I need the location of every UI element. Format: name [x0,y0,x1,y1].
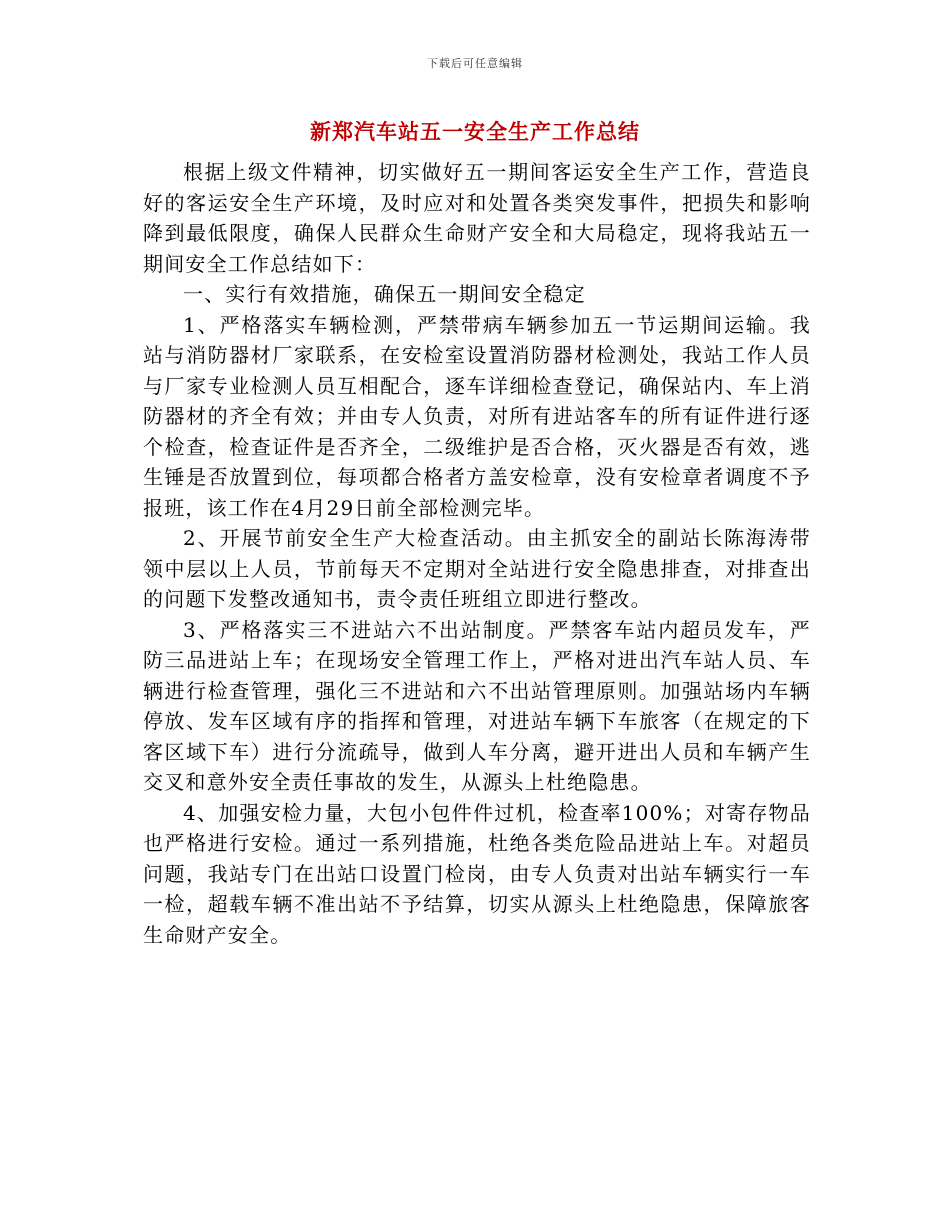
paragraph-item-1: 1、严格落实车辆检测，严禁带病车辆参加五一节运期间运输。我站与消防器材厂家联系，在安检室设置消防器材检测处，我站工作人员与厂家专业检测人员互相配合，逐车详细检查登记，确保站内、车上消防器材的齐全有效；并由专人负责，对所有进站客车的所有证件进行逐个检查，检查证件是否齐全，二级维护是否合格，灭火器是否有效，逃生锤是否放置到位，每项都合格者方盖安检章，没有安检章者调度不予报班，该工作在4月29日前全部检测完毕。 [143,312,811,520]
header-note: 下载后可任意编辑 [427,57,523,70]
paragraph-item-2: 2、开展节前安全生产大检查活动。由主抓安全的副站长陈海涛带领中层以上人员，节前每天不定期对全站进行安全隐患排查，对排查出的问题下发整改通知书，责令责任班组立即进行整改。 [143,526,811,611]
section-heading-1: 一、实行有效措施，确保五一期间安全稳定 [183,282,586,306]
paragraph-intro: 根据上级文件精神，切实做好五一期间客运安全生产工作，营造良好的客运安全生产环境，及时应对和处置各类突发事件，把损失和影响降到最低限度，确保人民群众生命财产安全和大局稳定，现将我站五一期间安全工作总结如下： [143,160,811,276]
document-title: 新郑汽车站五一安全生产工作总结 [310,119,640,144]
paragraph-item-3: 3、严格落实三不进站六不出站制度。严禁客车站内超员发车，严防三品进站上车；在现场安全管理工作上，严格对进出汽车站人员、车辆进行检查管理，强化三不进站和六不出站管理原则。加强站场内车辆停放、发车区域有序的指挥和管理，对进站车辆下车旅客（在规定的下客区域下车）进行分流疏导，做到人车分离，避开进出人员和车辆产生交叉和意外安全责任事故的发生，从源头上杜绝隐患。 [143,617,811,794]
document-body [143,157,811,950]
paragraph-item-4: 4、加强安检力量，大包小包件件过机，检查率100%；对寄存物品也严格进行安检。通过一系列措施，杜绝各类危险品进站上车。对超员问题，我站专门在出站口设置门检岗，由专人负责对出站车辆实行一车一检，超载车辆不准出站不予结算，切实从源头上杜绝隐患，保障旅客生命财产安全。 [143,800,811,947]
